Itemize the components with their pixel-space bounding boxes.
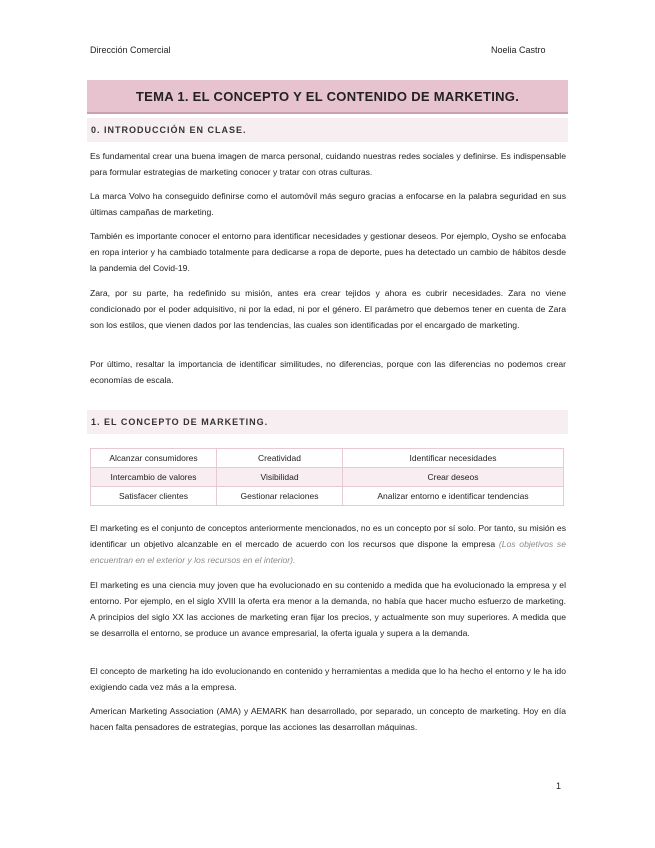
table-cell: Analizar entorno e identificar tendencias [343, 487, 564, 506]
header-author: Noelia Castro [491, 45, 546, 55]
header-subject: Dirección Comercial [90, 45, 171, 55]
paragraph-note: (Los objetivos se encuentran en el exterior y los recursos en el interior). [90, 539, 566, 565]
table-row [91, 468, 564, 487]
table-cell: Identificar necesidades [343, 449, 564, 468]
table-cell: Visibilidad [217, 468, 343, 487]
paragraph [90, 520, 566, 568]
paragraph: También es importante conocer el entorno para identificar necesidades y gestionar deseos. Por ejemplo, Oysho se enfocaba en ropa interior y ha cambiado totalmente para dedicarse a ropa de deporte, pues ha detectado un cambio de hábitos desde la pandemia del Covid-19. [90, 231, 566, 273]
section-heading-concept: 1. EL CONCEPTO DE MARKETING. [87, 410, 568, 434]
concepts-table [90, 448, 564, 506]
paragraph: Es fundamental crear una buena imagen de marca personal, cuidando nuestras redes sociales y definirse. Es indispensable para formular estrategias de marketing conocer y tratar con otras culturas. [90, 151, 566, 177]
paragraph-text: El marketing es el conjunto de conceptos anteriormente mencionados, no es un concepto por sí solo. Por tanto, su misión es identificar un objetivo alcanzable en el mercado de acuerdo con los recursos que dispone la empresa [90, 523, 566, 549]
table-cell: Gestionar relaciones [217, 487, 343, 506]
paragraph: Zara, por su parte, ha redefinido su misión, antes era crear tejidos y ahora es cubrir necesidades. Zara no viene condicionado por el poder adquisitivo, ni por la edad, ni por el género. El parámetro que debemos tener en cuenta de Zara son los estilos, que vienen dados por las tendencias, las cuales son identificadas por el encargado de marketing. [90, 288, 566, 330]
table-cell: Intercambio de valores [91, 468, 217, 487]
paragraph: La marca Volvo ha conseguido definirse como el automóvil más seguro gracias a enfocarse en la palabra seguridad en sus últimas campañas de marketing. [90, 191, 566, 217]
table-cell: Satisfacer clientes [91, 487, 217, 506]
table-cell: Alcanzar consumidores [91, 449, 217, 468]
paragraph: American Marketing Association (AMA) y AEMARK han desarrollado, por separado, un concepto de marketing. Hoy en día hacen falta pensadores de estrategias, porque las acciones las desarrollan máquinas. [90, 706, 566, 732]
document-title: TEMA 1. EL CONCEPTO Y EL CONTENIDO DE MARKETING. [87, 80, 568, 114]
table-cell: Crear deseos [343, 468, 564, 487]
page-number: 1 [556, 781, 562, 791]
section-heading-intro: 0. INTRODUCCIÓN EN CLASE. [87, 118, 568, 142]
table-row [91, 487, 564, 506]
table-cell: Creatividad [217, 449, 343, 468]
paragraph: El concepto de marketing ha ido evolucionando en contenido y herramientas a medida que lo ha hecho el entorno y le ha ido exigiendo cada vez más a la empresa. [90, 666, 566, 692]
table-row [91, 449, 564, 468]
paragraph: El marketing es una ciencia muy joven que ha evolucionado en su contenido a medida que ha evolucionado la empresa y el entorno. Por ejemplo, en el siglo XVIII la oferta era menor a la demanda, no había que hacer mucho esfuerzo de marketing. A principios del siglo XX las acciones de marketing eran fijar los precios, y actualmente son muy superiores. A medida que se desarrolla el entorno, se produce un avance empresarial, la oferta iguala y supera a la demanda. [90, 580, 566, 638]
paragraph: Por último, resaltar la importancia de identificar similitudes, no diferencias, porque con las diferencias no podemos crear economías de escala. [90, 359, 566, 385]
